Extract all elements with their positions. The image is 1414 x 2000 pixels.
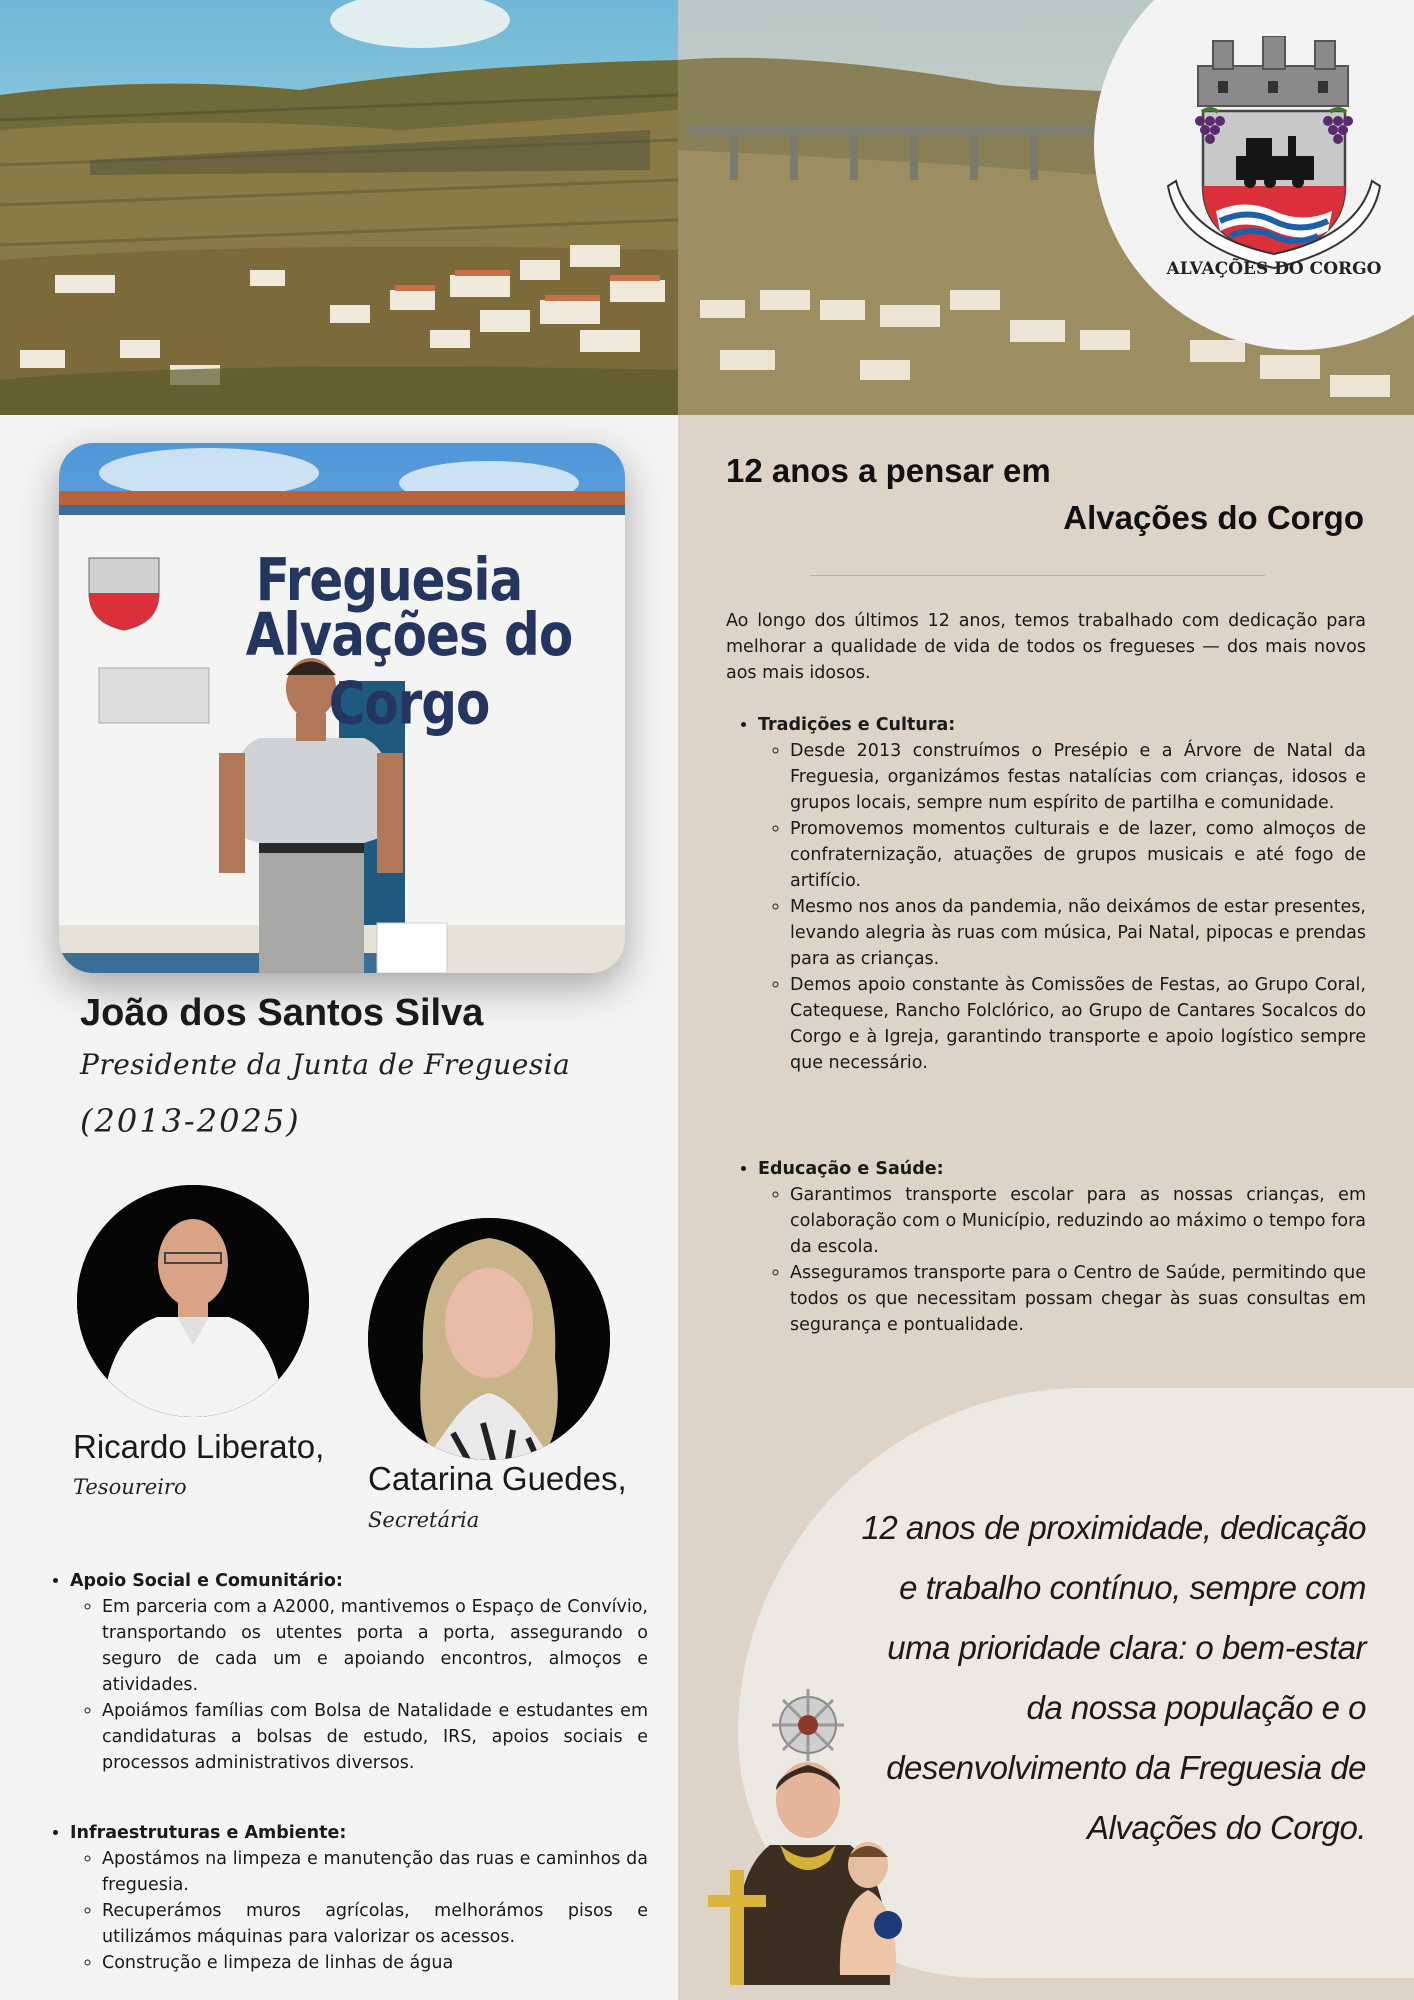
section-title-tradicoes: Tradições e Cultura:: [758, 715, 956, 735]
president-role: Presidente da Junta de Freguesia: [80, 1048, 571, 1081]
president-years: (2013-2025): [80, 1102, 301, 1140]
list-item: ◦ Recuperámos muros agrícolas, melhorámos pisos e utilizámos máquinas para valorizar os acessos.: [102, 1898, 648, 1950]
member-name-ricardo: Ricardo Liberato,: [73, 1428, 325, 1465]
section-title-infra: Infraestruturas e Ambiente:: [70, 1823, 347, 1843]
heading-divider: [810, 575, 1265, 576]
intro-paragraph: Ao longo dos últimos 12 anos, temos trabalhado com dedicação para melhorar a qualidade de vida de todos os fregueses — dos mais novos aos mais idosos.: [726, 611, 1366, 683]
section-infraestruturas: [38, 1820, 648, 1976]
building-sign-line-1: Freguesia: [255, 545, 523, 615]
president-building-photo: [59, 443, 625, 973]
avatar-catarina: [368, 1218, 610, 1460]
list-item: ◦ Demos apoio constante às Comissões de Festas, ao Grupo Coral, Catequese, Rancho Folclórico, ao Grupo de Cantares Socalcos do Corgo e à Igreja, garantindo transporte e apoio logístico sempre que necessário.: [790, 972, 1366, 1076]
avatar-ricardo: [77, 1185, 309, 1417]
section-tradicoes: [726, 712, 1366, 1076]
heading-line-1: 12 anos a pensar em: [726, 452, 1051, 489]
member-role-ricardo: Tesoureiro: [73, 1475, 187, 1499]
president-name: João dos Santos Silva: [80, 992, 484, 1034]
section-educacao: [726, 1156, 1366, 1338]
list-item: ◦ Construção e limpeza de linhas de água: [102, 1950, 648, 1976]
list-item: ◦ Mesmo nos anos da pandemia, não deixámos de estar presentes, levando alegria às ruas com música, Pai Natal, pipocas e prendas para as crianças.: [790, 894, 1366, 972]
list-item: ◦ Desde 2013 construímos o Presépio e a Árvore de Natal da Freguesia, organizámos festas natalícias com crianças, idosos e grupos locais, sempre num espírito de partilha e comunidade.: [790, 738, 1366, 816]
heading-line-2: Alvações do Corgo: [1063, 499, 1364, 536]
section-title-apoio: Apoio Social e Comunitário:: [70, 1571, 343, 1591]
list-item: ◦ Em parceria com a A2000, mantivemos o Espaço de Convívio, transportando os utentes porta a porta, assegurando o seguro de cada um e apoiando encontros, almoços e atividades.: [102, 1594, 648, 1698]
member-name-catarina: Catarina Guedes,: [368, 1460, 627, 1497]
list-item: ◦ Promovemos momentos culturais e de lazer, como almoços de confraternização, atuações de grupos musicais e até fogo de artifício.: [790, 816, 1366, 894]
list-item: ◦ Garantimos transporte escolar para as nossas crianças, em colaboração com o Município, reduzindo ao máximo o tempo fora da escola.: [790, 1182, 1366, 1260]
member-role-catarina: Secretária: [368, 1508, 480, 1532]
freguesia-crest-logo: [1158, 36, 1390, 284]
saint-statue-image: [690, 1685, 940, 1985]
section-title-educacao: Educação e Saúde:: [758, 1159, 944, 1179]
closing-quote: 12 anos de proximidade, dedicação e trabalho contínuo, sempre com uma prioridade clara: o bem-estar da nossa população e o desenvolvimento da Freguesia de Alvações do Corgo.: [861, 1509, 1366, 1846]
list-item: ◦ Apostámos na limpeza e manutenção das ruas e caminhos da freguesia.: [102, 1846, 648, 1898]
list-item: ◦ Apoiámos famílias com Bolsa de Natalidade e estudantes em candidaturas a bolsas de estudo, IRS, apoios sociais e processos administrativos diversos.: [102, 1698, 648, 1776]
list-item: ◦ Asseguramos transporte para o Centro de Saúde, permitindo que todos os que necessitam possam chegar às suas consultas em segurança e pontualidade.: [790, 1260, 1366, 1338]
crest-label: ALVAÇÕES DO CORGO: [1166, 259, 1382, 279]
building-sign-line-2: Alvações do Corgo: [245, 600, 573, 738]
section-apoio-social: [38, 1568, 648, 1776]
